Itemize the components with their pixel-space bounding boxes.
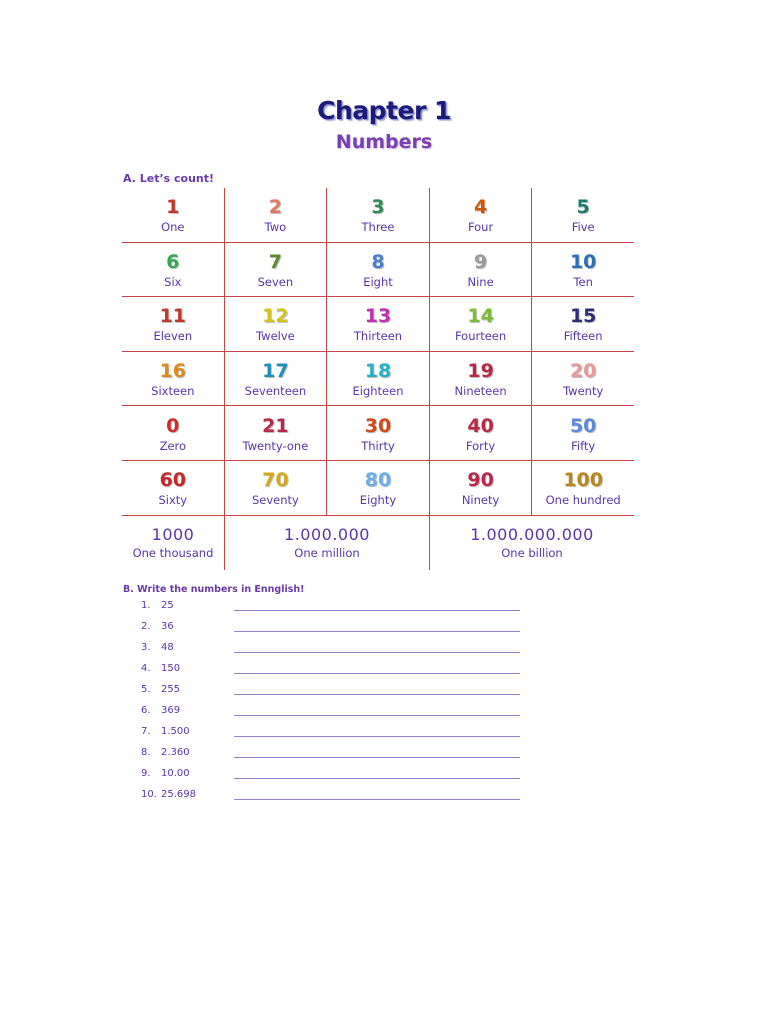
exercise-item xyxy=(141,703,541,724)
exercise-number: 150 xyxy=(161,663,181,674)
grid-row xyxy=(122,297,634,352)
big-number-word: One thousand xyxy=(132,546,214,561)
number-word: Nine xyxy=(467,274,494,289)
number-figure: 30 xyxy=(364,414,392,437)
exercise-number: 25 xyxy=(161,600,174,611)
number-word: One xyxy=(161,220,185,235)
number-word: Twenty xyxy=(563,384,604,399)
answer-line[interactable] xyxy=(234,610,520,611)
big-number-cell xyxy=(430,516,634,570)
number-figure: 7 xyxy=(268,250,282,273)
number-cell xyxy=(225,297,328,351)
number-word: One hundred xyxy=(545,493,621,508)
page-subtitle: Numbers xyxy=(335,131,433,153)
exercise-number: 48 xyxy=(161,642,174,653)
page-title: Chapter 1 xyxy=(317,96,451,125)
number-figure: 80 xyxy=(364,469,392,492)
number-word: Two xyxy=(264,220,287,235)
number-word: Sixteen xyxy=(151,384,195,399)
big-number-figure: 1000 xyxy=(151,525,195,545)
number-cell xyxy=(122,461,225,515)
number-word: Twelve xyxy=(256,329,295,344)
number-word: Eight xyxy=(363,274,393,289)
number-cell xyxy=(430,297,533,351)
answer-line[interactable] xyxy=(234,736,520,737)
number-cell xyxy=(327,461,430,515)
number-word: Eighty xyxy=(359,493,397,508)
number-word: Nineteen xyxy=(454,384,507,399)
number-cell xyxy=(532,297,634,351)
number-word: Fourteen xyxy=(454,329,507,344)
number-cell xyxy=(225,461,328,515)
exercise-list xyxy=(141,598,541,808)
number-cell xyxy=(532,461,634,515)
exercise-item xyxy=(141,598,541,619)
number-figure: 4 xyxy=(473,196,488,219)
number-figure: 20 xyxy=(569,360,597,383)
answer-line[interactable] xyxy=(234,694,520,695)
exercise-index: 3. xyxy=(141,642,151,653)
exercise-number: 1.500 xyxy=(161,726,190,737)
number-figure: 11 xyxy=(159,305,187,328)
exercise-item xyxy=(141,766,541,787)
number-figure: 6 xyxy=(166,250,180,273)
number-figure: 60 xyxy=(159,469,187,492)
exercise-item xyxy=(141,745,541,766)
answer-line[interactable] xyxy=(234,799,520,800)
number-word: Fifteen xyxy=(563,329,603,344)
number-cell xyxy=(327,243,430,297)
number-word: Five xyxy=(571,220,595,235)
exercise-index: 6. xyxy=(141,705,151,716)
exercise-item xyxy=(141,682,541,703)
number-figure: 90 xyxy=(467,469,494,492)
number-figure: 40 xyxy=(467,414,494,437)
number-cell xyxy=(122,297,225,351)
exercise-index: 8. xyxy=(141,747,151,758)
number-word: Three xyxy=(361,220,395,235)
number-word: Forty xyxy=(465,438,496,453)
big-number-word: One million xyxy=(294,546,360,561)
exercise-item xyxy=(141,787,541,808)
number-figure: 21 xyxy=(262,414,289,437)
number-cell xyxy=(122,352,225,406)
number-figure: 1 xyxy=(166,196,180,219)
exercise-item xyxy=(141,661,541,682)
number-figure: 19 xyxy=(467,360,494,383)
exercise-index: 10. xyxy=(141,789,157,800)
number-figure: 16 xyxy=(159,360,187,383)
number-cell xyxy=(430,243,533,297)
number-figure: 10 xyxy=(569,250,597,273)
number-figure: 50 xyxy=(569,414,597,437)
exercise-index: 9. xyxy=(141,768,151,779)
number-figure: 8 xyxy=(371,250,385,273)
section-a-heading: A. Let’s count! xyxy=(123,172,215,185)
number-figure: 70 xyxy=(262,469,289,492)
number-word: Six xyxy=(164,274,182,289)
number-figure: 3 xyxy=(371,196,385,219)
number-cell xyxy=(225,352,328,406)
big-number-word: One billion xyxy=(501,546,563,561)
number-word: Seven xyxy=(257,274,294,289)
number-cell xyxy=(225,188,328,242)
exercise-number: 25.698 xyxy=(161,789,196,800)
number-word: Eighteen xyxy=(352,384,404,399)
exercise-item xyxy=(141,640,541,661)
number-cell xyxy=(430,406,533,460)
answer-line[interactable] xyxy=(234,673,520,674)
number-word: Four xyxy=(467,220,494,235)
exercise-index: 5. xyxy=(141,684,151,695)
number-figure: 2 xyxy=(268,196,282,219)
number-figure: 13 xyxy=(364,305,392,328)
grid-row xyxy=(122,352,634,407)
number-word: Seventy xyxy=(251,493,299,508)
number-cell xyxy=(225,406,328,460)
number-word: Sixty xyxy=(158,493,188,508)
number-word: Twenty-one xyxy=(242,438,309,453)
number-figure: 17 xyxy=(262,360,289,383)
exercise-index: 4. xyxy=(141,663,151,674)
section-b-heading: B. Write the numbers in Ennglish! xyxy=(123,584,305,595)
number-figure: 100 xyxy=(563,469,603,492)
number-word: Ten xyxy=(573,274,593,289)
number-figure: 0 xyxy=(166,414,180,437)
number-cell xyxy=(532,188,634,242)
number-figure: 9 xyxy=(473,250,488,273)
exercise-item xyxy=(141,724,541,745)
answer-line[interactable] xyxy=(234,715,520,716)
number-word: Eleven xyxy=(153,329,193,344)
exercise-number: 369 xyxy=(161,705,181,716)
number-cell xyxy=(430,352,533,406)
grid-row xyxy=(122,243,634,298)
number-word: Fifty xyxy=(571,438,596,453)
answer-line[interactable] xyxy=(234,757,520,758)
number-word: Thirty xyxy=(361,438,395,453)
big-number-figure: 1.000.000 xyxy=(284,525,370,545)
number-cell xyxy=(327,406,430,460)
number-cell xyxy=(532,243,634,297)
big-number-figure: 1.000.000.000 xyxy=(470,525,594,545)
number-cell xyxy=(122,406,225,460)
number-figure: 15 xyxy=(569,305,597,328)
exercise-number: 2.360 xyxy=(161,747,190,758)
answer-line[interactable] xyxy=(234,652,520,653)
grid-row xyxy=(122,406,634,461)
exercise-number: 10.00 xyxy=(161,768,190,779)
grid-row xyxy=(122,188,634,243)
number-figure: 12 xyxy=(262,305,289,328)
big-numbers-row xyxy=(122,516,634,570)
answer-line[interactable] xyxy=(234,631,520,632)
number-word: Ninety xyxy=(461,493,500,508)
number-figure: 18 xyxy=(364,360,392,383)
big-number-cell xyxy=(225,516,430,570)
number-word: Seventeen xyxy=(244,384,307,399)
exercise-index: 7. xyxy=(141,726,151,737)
big-number-cell xyxy=(122,516,225,570)
exercise-index: 1. xyxy=(141,600,151,611)
number-cell xyxy=(532,352,634,406)
grid-row xyxy=(122,461,634,516)
number-cell xyxy=(122,188,225,242)
number-cell xyxy=(327,352,430,406)
number-cell xyxy=(532,406,634,460)
number-cell xyxy=(430,461,533,515)
answer-line[interactable] xyxy=(234,778,520,779)
number-cell xyxy=(327,188,430,242)
exercise-number: 36 xyxy=(161,621,174,632)
number-cell xyxy=(327,297,430,351)
exercise-index: 2. xyxy=(141,621,151,632)
number-cell xyxy=(122,243,225,297)
number-word: Thirteen xyxy=(353,329,403,344)
exercise-number: 255 xyxy=(161,684,181,695)
number-figure: 5 xyxy=(576,196,590,219)
numbers-grid xyxy=(122,188,634,570)
number-cell xyxy=(225,243,328,297)
exercise-item xyxy=(141,619,541,640)
number-word: Zero xyxy=(159,438,187,453)
number-figure: 14 xyxy=(467,305,494,328)
number-cell xyxy=(430,188,533,242)
